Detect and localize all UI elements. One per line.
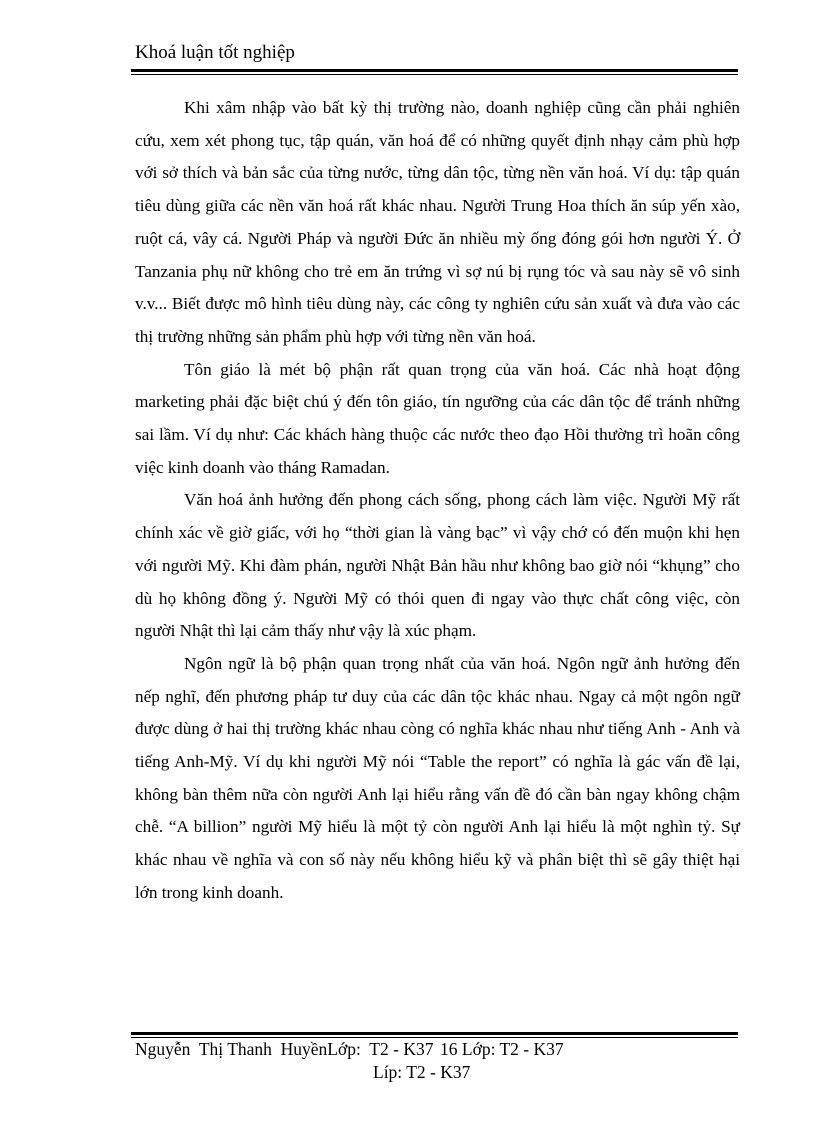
footer-overlap: [440, 1038, 564, 1060]
footer-page-number: 16: [440, 1039, 458, 1059]
paragraph-market-culture: Khi xâm nhập vào bất kỳ thị trường nào, doanh nghiệp cũng cần phải nghiên cứu, xem xét phong tục, tập quán, văn hoá để có những quyết định nhạy cảm phù hợp với sở thích và bản sắc của từng nước, từng dân tộc, từng nền văn hoá. Ví dụ: tập quán tiêu dùng giữa các nền văn hoá rất khác nhau. Người Trung Hoa thích ăn súp yến xào, ruột cá, vây cá. Người Pháp và người Đức ăn nhiều mỳ ống đóng gói hơn người Ý. Ở Tanzania phụ nữ không cho trẻ em ăn trứng vì sợ nú bị rụng tóc và sau này sẽ vô sinh v.v... Biết được mô hình tiêu dùng này, các công ty nghiên cứu sản xuất và đưa vào các thị trường những sản phẩm phù hợp với từng nền văn hoá.: [135, 98, 740, 346]
footer-author-text: Nguyễn Thị Thanh HuyềnLớp: T2 - K37: [135, 1039, 434, 1059]
paragraph-lifestyle: Văn hoá ảnh hưởng đến phong cách sống, phong cách làm việc. Người Mỹ rất chính xác về giờ giấc, với họ “thời gian là vàng bạc” vì vậy chớ có đến muộn khi hẹn với người Mỹ. Khi đàm phán, người Nhật Bản hầu như không bao giờ nói “khụng” cho dù họ không đồng ý. Người Mỹ có thói quen đi ngay vào thực chất công việc, còn người Nhật thì lại cảm thấy như vậy là xúc phạm.: [135, 490, 740, 641]
footer-overlap-class: Lớp: T2 - K37: [461, 1039, 564, 1059]
header-rule-thin: [131, 74, 738, 75]
footer-class-text: Líp: T2 - K37: [373, 1062, 471, 1082]
paragraph-language: Ngôn ngữ là bộ phận quan trọng nhất của văn hoá. Ngôn ngữ ảnh hưởng đến nếp nghĩ, đến phương pháp tư duy của các dân tộc khác nhau. Ngay cả một ngôn ngữ được dùng ở hai thị trường khác nhau còng có nghĩa khác nhau như tiếng Anh - Anh và tiếng Anh-Mỹ. Ví dụ khi người Mỹ nói “Table the report” có nghĩa là gác vấn đề lại, không bàn thêm nữa còn người Anh lại hiểu rằng vấn đề đó cần bàn ngay không chậm chễ. “A billion” người Mỹ hiểu là một tỷ còn người Anh lại hiểu là một nghìn tỷ. Sự khác nhau về nghĩa và con số này nếu không hiểu kỹ và phân biệt thì sẽ gây thiệt hại lớn trong kinh doanh.: [135, 653, 740, 902]
header-rule-thick: [131, 69, 738, 72]
footer-author-class: [135, 1038, 433, 1060]
paragraph-religion: Tôn giáo là mét bộ phận rất quan trọng của văn hoá. Các nhà hoạt động marketing phải đặc biệt chú ý đến tôn giáo, tín ngưỡng của các dân tộc để tránh những sai lầm. Ví dụ như: Các khách hàng thuộc các nước theo đạo Hồi thường trì hoãn công việc kinh doanh vào tháng Ramadan.: [135, 359, 740, 477]
document-body: [135, 92, 740, 910]
footer-rule-thick: [131, 1032, 738, 1035]
footer-class-line: [373, 1061, 470, 1083]
running-header-title: Khoá luận tốt nghiệp: [135, 42, 295, 63]
